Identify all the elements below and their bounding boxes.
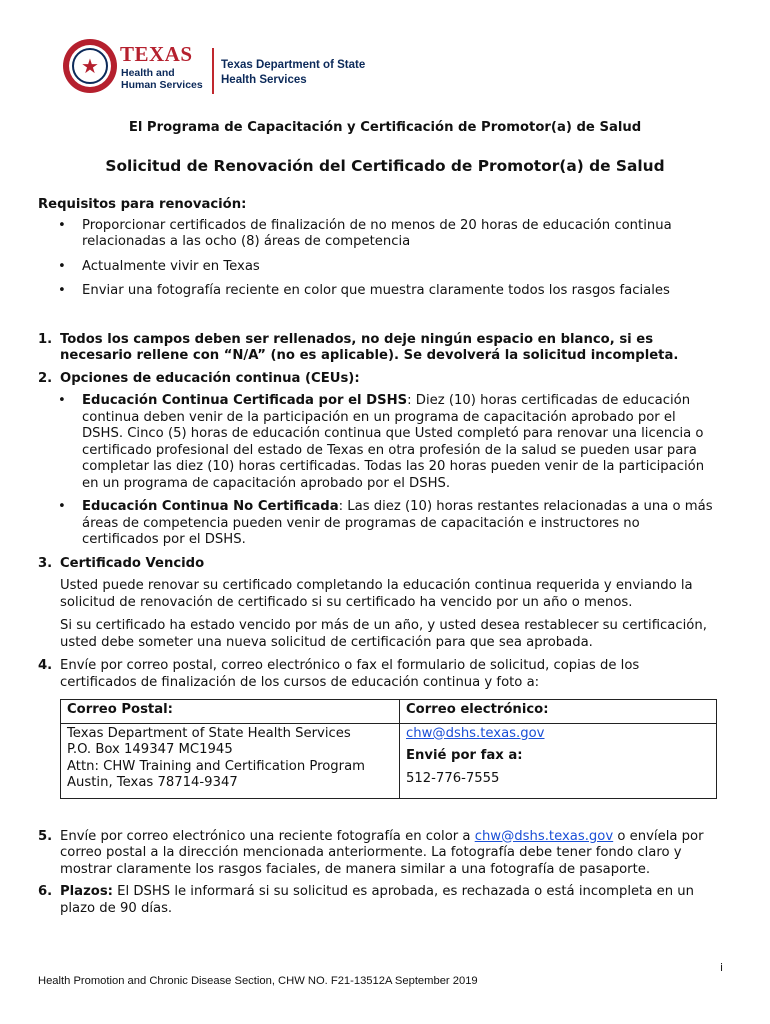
hhs-subtitle: Health and Human Services	[121, 67, 203, 91]
email-link[interactable]: chw@dshs.texas.gov	[406, 725, 545, 741]
program-title: El Programa de Capacitación y Certificación de Promotor(a) de Salud	[128, 120, 642, 135]
section-3-paragraph-2: Si su certificado ha estado vencido por más de un año, y usted desea restablecer su certificación, usted debe someter una nueva solicitud de certificación para que sea aprobada.	[60, 618, 707, 650]
section-4: 4. Envíe por correo postal, correo electrónico o fax el formulario de solicitud, copias de los certificados de finalización de los cursos de educación continua y foto a: Correo Postal: Correo electrónico: Texas Department of State Health Services P.O. Box 149347 MC1945 Attn: CHW Training and Certification Program Austin, Texas 78714-9347 chw@dshs.texas.gov Envié por fax a: 512-776-7555	[38, 658, 718, 799]
email-header: Correo electrónico:	[400, 700, 717, 724]
section-3: 3. Certificado Vencido Usted puede renovar su certificado completando la educación continua requerida y enviando la solicitud de renovación de certificado si su certificado ha vencido por un año o menos. Si su certificado ha estado vencido por más de un año, y usted desea restablecer su certificación, usted debe someter una nueva solicitud de certificación para que sea aprobada.	[38, 556, 718, 652]
requirements-list	[58, 218, 718, 300]
section-3-paragraph-1: Usted puede renovar su certificado completando la educación continua requerida y enviando la solicitud de renovación de certificado si su certificado ha vencido por un año o menos.	[60, 578, 693, 610]
requirements-heading: Requisitos para renovación:	[38, 197, 247, 212]
texas-seal-icon	[62, 38, 118, 94]
section-1: 1. Todos los campos deben ser rellenados, no deje ningún espacio en blanco, si es necesario rellene con “N/A” (no es aplicable). Se devolverá la solicitud incompleta.	[38, 331, 679, 363]
document-body	[38, 197, 718, 923]
deadlines-label: Plazos:	[60, 884, 113, 899]
list-item: • Actualmente vivir en Texas	[58, 258, 260, 274]
form-title: Solicitud de Renovación del Certificado de Promotor(a) de Salud	[105, 157, 665, 175]
hhs-title: TEXAS	[120, 42, 193, 66]
logo-divider	[212, 48, 214, 94]
email-fax-cell	[400, 723, 717, 798]
section-2: 2. Opciones de educación continua (CEUs): • Educación Continua Certificada por el DSHS: Diez (10) horas certificadas de educación continua deben venir de la participación en un programa de capacitación aprobado por el DSHS. Cinco (5) horas de educación continua que Usted completó para renovar una licencia o certificado profesional del estado de Texas en otra profesión de la salud se pueden usar para completar las diez (10) horas certificadas. Todas las 20 horas pueden venir de la participación en un programa de capacitación aprobado por el DSHS. • Educación Continua No Certificada: Las diez (10) horas restantes relacionadas a una o más áreas de competencia pueden venir de programas de capacitación e instructores no certificados por el DSHS.	[38, 371, 718, 549]
list-item: • Proporcionar certificados de finalización de no menos de 20 horas de educación continua relacionadas a las ocho (8) áreas de competencia	[58, 217, 672, 249]
bullet-icon: •	[58, 217, 66, 233]
seal-star: ★	[81, 54, 99, 78]
bullet-icon: •	[58, 258, 66, 274]
ceu-options-list	[60, 393, 718, 549]
section-6: 6. Plazos: El DSHS le informará si su solicitud es aprobada, es rechazada o está incompleta en un plazo de 90 días.	[38, 884, 694, 916]
section-1-text: Todos los campos deben ser rellenados, no deje ningún espacio en blanco, si es necesario rellene con “N/A” (no es aplicable). Se devolverá la solicitud incompleta.	[60, 331, 679, 363]
list-item: • Educación Continua Certificada por el DSHS: Diez (10) horas certificadas de educación continua deben venir de la participación en un programa de capacitación aprobado por el DSHS. Cinco (5) horas de educación continua que Usted completó para renovar una licencia o certificado profesional del estado de Texas en otra profesión de la salud se pueden usar para completar las diez (10) horas certificadas. Todas las 20 horas pueden venir de la participación en un programa de capacitación aprobado por el DSHS.	[58, 393, 705, 491]
list-item: • Enviar una fotografía reciente en color que muestra claramente todos los rasgos faciales	[58, 283, 670, 298]
mail-header: Correo Postal:	[61, 700, 400, 724]
fax-number: 512-776-7555	[406, 770, 500, 786]
bullet-icon: •	[58, 393, 66, 408]
footer: Health Promotion and Chronic Disease Section, CHW NO. F21-13512A September 2019	[38, 975, 478, 987]
section-5: 5. Envíe por correo electrónico una reciente fotografía en color a chw@dshs.texas.gov o envíela por correo postal a la dirección mencionada anteriormente. La fotografía debe tener fondo claro y mostrar claramente los rasgos faciales, de manera similar a una fotografía de pasaporte.	[38, 828, 704, 877]
section-2-heading: Opciones de educación continua (CEUs):	[60, 370, 360, 386]
contact-table	[60, 699, 717, 799]
fax-label: Envié por fax a:	[406, 748, 523, 763]
dshs-logo-text: Texas Department of State Health Services	[221, 59, 366, 86]
bullet-icon: •	[58, 283, 66, 298]
section-4-text: Envíe por correo postal, correo electrónico o fax el formulario de solicitud, copias de los certificados de finalización de los cursos de educación continua y foto a:	[60, 658, 640, 690]
mailing-address: Texas Department of State Health Services P.O. Box 149347 MC1945 Attn: CHW Training and Certification Program Austin, Texas 78714-9347	[61, 723, 400, 798]
section-3-heading: Certificado Vencido	[60, 555, 205, 571]
list-item: • Educación Continua No Certificada: Las diez (10) horas restantes relacionadas a una o más áreas de competencia pueden venir de programas de capacitación e instructores no certificados por el DSHS.	[58, 499, 713, 547]
hhs-logo	[62, 38, 204, 94]
bullet-icon: •	[58, 499, 66, 514]
page-number: i	[720, 961, 724, 974]
photo-email-link[interactable]: chw@dshs.texas.gov	[474, 828, 614, 844]
